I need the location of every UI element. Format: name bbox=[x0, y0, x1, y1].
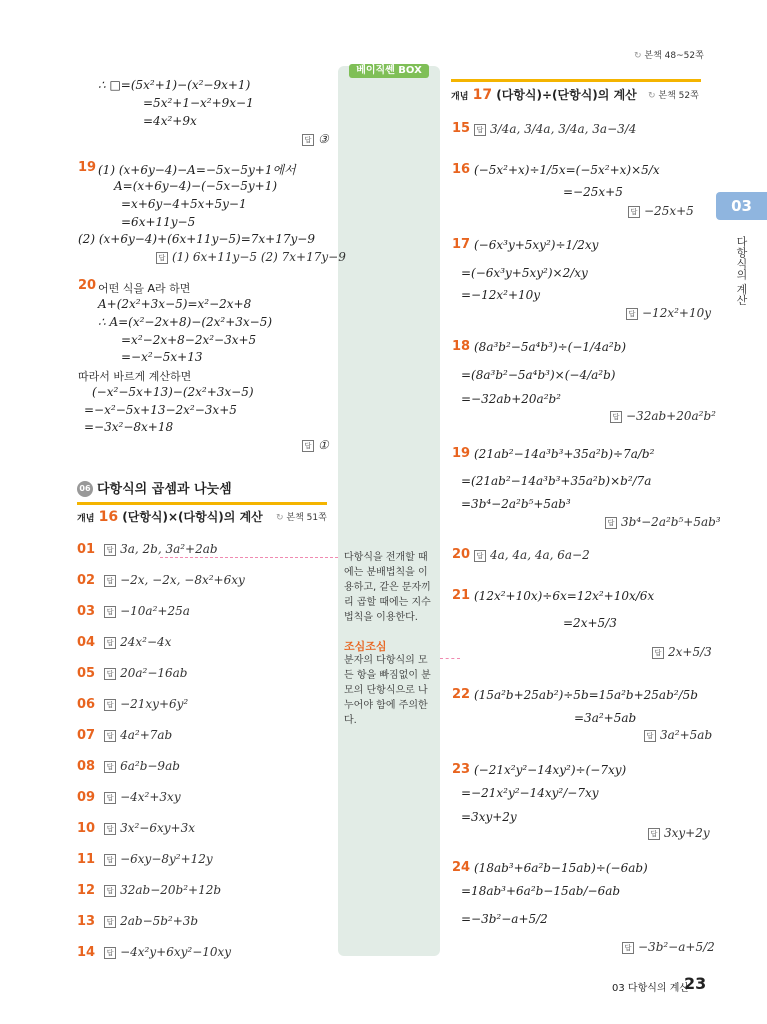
math-line: =3b⁴−2a²b⁵+5ab³ bbox=[461, 497, 571, 511]
math-line: =3a²+5ab bbox=[574, 711, 637, 725]
math-line: (2) (x+6y−4)+(6x+11y−5)=7x+17y−9 bbox=[78, 232, 315, 246]
problem-number: 24 bbox=[452, 860, 471, 875]
list-item: 11 답 −6xy−8y²+12y bbox=[77, 852, 213, 867]
math-line: =5x²+1−x²+9x−1 bbox=[143, 96, 254, 110]
chapter-tab-title: 다항식의 계산 bbox=[735, 236, 748, 306]
math-line: =3xy+2y bbox=[461, 810, 517, 824]
refresh-icon: ↻ bbox=[634, 51, 645, 61]
list-item: 05 답 20a²−16ab bbox=[77, 666, 188, 681]
answer-tag-icon: 답 bbox=[610, 411, 622, 423]
list-item: 06 답 −21xy+6y² bbox=[77, 697, 189, 712]
answer-tag-icon: 답 bbox=[605, 517, 617, 529]
caution-title: 조심조심 bbox=[344, 640, 387, 653]
math-line: (15a²b+25ab²)÷5b=15a²b+25ab²/5b bbox=[474, 688, 698, 702]
problem-number: 22 bbox=[452, 687, 471, 702]
answer-tag-icon: 답 bbox=[104, 544, 116, 556]
problem-number: 21 bbox=[452, 588, 471, 603]
answer-tag-icon: 답 bbox=[104, 668, 116, 680]
problem-number: 15 bbox=[452, 121, 471, 136]
text-line: 따라서 바르게 계산하면 bbox=[78, 370, 192, 383]
answer-tag-icon: 답 bbox=[104, 823, 116, 835]
list-item: 08 답 6a²b−9ab bbox=[77, 759, 180, 774]
math-line: =−3b²−a+5/2 bbox=[461, 912, 548, 926]
answer-tag-icon: 답 bbox=[104, 761, 116, 773]
answer: 답 −3b²−a+5/2 bbox=[622, 940, 715, 954]
footer-chapter: 03 다항식의 계산 bbox=[612, 983, 690, 994]
math-line: (−21x²y²−14xy²)÷(−7xy) bbox=[474, 763, 627, 777]
math-line: =−32ab+20a²b² bbox=[461, 392, 561, 406]
math-line: =−25x+5 bbox=[563, 185, 623, 199]
math-line: =18ab³+6a²b−15ab/−6ab bbox=[461, 884, 621, 898]
problem-number: 17 bbox=[452, 237, 471, 252]
refresh-icon: ↻ bbox=[648, 91, 659, 101]
answer: 답 −32ab+20a²b² bbox=[610, 409, 716, 423]
list-item: 13 답 2ab−5b²+3b bbox=[77, 914, 199, 929]
answer: 답 3b⁴−2a²b⁵+5ab³ bbox=[605, 515, 721, 529]
answer-tag-icon: 답 bbox=[302, 134, 314, 146]
list-item: 10 답 3x²−6xy+3x bbox=[77, 821, 195, 836]
section-rule bbox=[451, 79, 701, 82]
answer: 답 ① bbox=[302, 438, 329, 452]
list-item: 04 답 24x²−4x bbox=[77, 635, 172, 650]
math-line: =6x+11y−5 bbox=[121, 215, 196, 229]
math-line: (12x²+10x)÷6x=12x²+10x/6x bbox=[474, 589, 655, 603]
list-item: 01 답 3a, 2b, 3a²+2ab bbox=[77, 542, 218, 557]
answer-tag-icon: 답 bbox=[156, 252, 168, 264]
answer-tag-icon: 답 bbox=[104, 637, 116, 649]
answer-tag-icon: 답 bbox=[104, 792, 116, 804]
math-line: (1) (x+6y−4)−A=−5x−5y+1에서 bbox=[98, 163, 296, 177]
math-line: =x²−2x+8−2x²−3x+5 bbox=[121, 333, 257, 347]
answer-tag-icon: 답 bbox=[104, 854, 116, 866]
math-line: =x+6y−4+5x+5y−1 bbox=[121, 197, 247, 211]
math-line: (−5x²+x)÷1/5x=(−5x²+x)×5/x bbox=[474, 163, 660, 177]
answer-tag-icon: 답 bbox=[648, 828, 660, 840]
answer-tag-icon: 답 bbox=[628, 206, 640, 218]
math-line: (21ab²−14a³b³+35a²b)÷7a/b² bbox=[474, 447, 655, 461]
concept-header-16: 개념 16 (단항식)×(다항식)의 계산 bbox=[77, 509, 263, 525]
math-line: =2x+5/3 bbox=[563, 616, 617, 630]
answer: 답 3a²+5ab bbox=[644, 728, 712, 742]
problem-number: 19 bbox=[452, 446, 471, 461]
chapter-tab[interactable]: 03 bbox=[716, 192, 767, 220]
note-caution: 분자의 다항식의 모든 항을 빠짐없이 분모의 단항식으로 나누어야 함에 주의한다. bbox=[344, 655, 431, 726]
math-line: =(8a³b²−5a⁴b³)×(−4/a²b) bbox=[461, 368, 616, 382]
math-line: A=(x+6y−4)−(−5x−5y+1) bbox=[114, 179, 278, 193]
answer: 답 3/4a, 3/4a, 3/4a, 3a−3/4 bbox=[474, 122, 636, 136]
box-title: 베이직쎈 BOX bbox=[349, 64, 429, 78]
math-line: =−21x²y²−14xy²/−7xy bbox=[461, 786, 599, 800]
answer-tag-icon: 답 bbox=[626, 308, 638, 320]
answer-tag-icon: 답 bbox=[474, 550, 486, 562]
answer-tag-icon: 답 bbox=[644, 730, 656, 742]
refresh-icon: ↻ bbox=[276, 513, 287, 523]
problem-number: 18 bbox=[452, 339, 471, 354]
problem-number: 20 bbox=[78, 278, 97, 293]
answer-tag-icon: 답 bbox=[104, 575, 116, 587]
answer: 답 4a, 4a, 4a, 6a−2 bbox=[474, 548, 590, 562]
math-line: ∴ A=(x²−2x+8)−(2x²+3x−5) bbox=[98, 315, 273, 329]
math-line: =−12x²+10y bbox=[461, 288, 541, 302]
list-item: 03 답 −10a²+25a bbox=[77, 604, 190, 619]
answer-tag-icon: 답 bbox=[104, 885, 116, 897]
answer: 답 −25x+5 bbox=[628, 204, 694, 218]
list-item: 02 답 −2x, −2x, −8x²+6xy bbox=[77, 573, 245, 588]
basic-box-panel bbox=[338, 66, 440, 956]
math-line: =−x²−5x+13−2x²−3x+5 bbox=[84, 403, 237, 417]
answer: 답 (1) 6x+11y−5 (2) 7x+17y−9 bbox=[156, 250, 346, 264]
text-line: 어떤 식을 A라 하면 bbox=[98, 282, 191, 295]
answer-tag-icon: 답 bbox=[104, 606, 116, 618]
math-line: (18ab³+6a²b−15ab)÷(−6ab) bbox=[474, 861, 648, 875]
math-line: =4x²+9x bbox=[143, 114, 197, 128]
connector-line bbox=[440, 658, 460, 659]
problem-number: 20 bbox=[452, 547, 471, 562]
answer-tag-icon: 답 bbox=[104, 730, 116, 742]
note-distributive: 다항식을 전개할 때에는 분배법칙을 이용하고, 같은 문자끼리 곱할 때에는 지수법칙을 이용한다. bbox=[344, 552, 431, 623]
section-title: 06 다항식의 곱셈과 나눗셈 bbox=[77, 478, 232, 497]
math-line: (−6x³y+5xy²)÷1/2xy bbox=[474, 238, 599, 252]
problem-number: 19 bbox=[78, 160, 97, 175]
math-line: =−x²−5x+13 bbox=[121, 350, 203, 364]
concept-header-17: 개념 17 (다항식)÷(단항식)의 계산 bbox=[451, 87, 637, 103]
header-pageref: ↻ 본책 48~52쪽 bbox=[634, 51, 704, 61]
answer: 답 ③ bbox=[302, 132, 329, 146]
problem-number: 16 bbox=[452, 162, 471, 177]
answer: 답 −12x²+10y bbox=[626, 306, 711, 320]
math-line: A+(2x²+3x−5)=x²−2x+8 bbox=[98, 297, 252, 311]
answer: 답 2x+5/3 bbox=[652, 645, 712, 659]
answer-tag-icon: 답 bbox=[652, 647, 664, 659]
connector-line bbox=[160, 557, 338, 558]
section-rule bbox=[77, 502, 327, 505]
math-line: ∴ □=(5x²+1)−(x²−9x+1) bbox=[98, 78, 251, 92]
answer-tag-icon: 답 bbox=[302, 440, 314, 452]
math-line: (−x²−5x+13)−(2x²+3x−5) bbox=[92, 385, 254, 399]
problem-number: 23 bbox=[452, 762, 471, 777]
answer-tag-icon: 답 bbox=[622, 942, 634, 954]
answer-tag-icon: 답 bbox=[104, 699, 116, 711]
math-line: =−3x²−8x+18 bbox=[84, 420, 174, 434]
list-item: 12 답 32ab−20b²+12b bbox=[77, 883, 222, 898]
math-line: =(21ab²−14a³b³+35a²b)×b²/7a bbox=[461, 474, 652, 488]
page-number: 23 bbox=[684, 974, 707, 993]
math-line: (8a³b²−5a⁴b³)÷(−1/4a²b) bbox=[474, 340, 627, 354]
answer-tag-icon: 답 bbox=[104, 916, 116, 928]
list-item: 09 답 −4x²+3xy bbox=[77, 790, 181, 805]
math-line: =(−6x³y+5xy²)×2/xy bbox=[461, 266, 588, 280]
answer: 답 3xy+2y bbox=[648, 826, 710, 840]
list-item: 14 답 −4x²y+6xy²−10xy bbox=[77, 945, 232, 960]
answer-tag-icon: 답 bbox=[474, 124, 486, 136]
answer-tag-icon: 답 bbox=[104, 947, 116, 959]
list-item: 07 답 4a²+7ab bbox=[77, 728, 173, 743]
concept-ref-16[interactable]: ↻ 본책 51쪽 bbox=[276, 513, 327, 523]
concept-ref-17[interactable]: ↻ 본책 52쪽 bbox=[648, 91, 699, 101]
section-badge: 06 bbox=[77, 481, 93, 497]
